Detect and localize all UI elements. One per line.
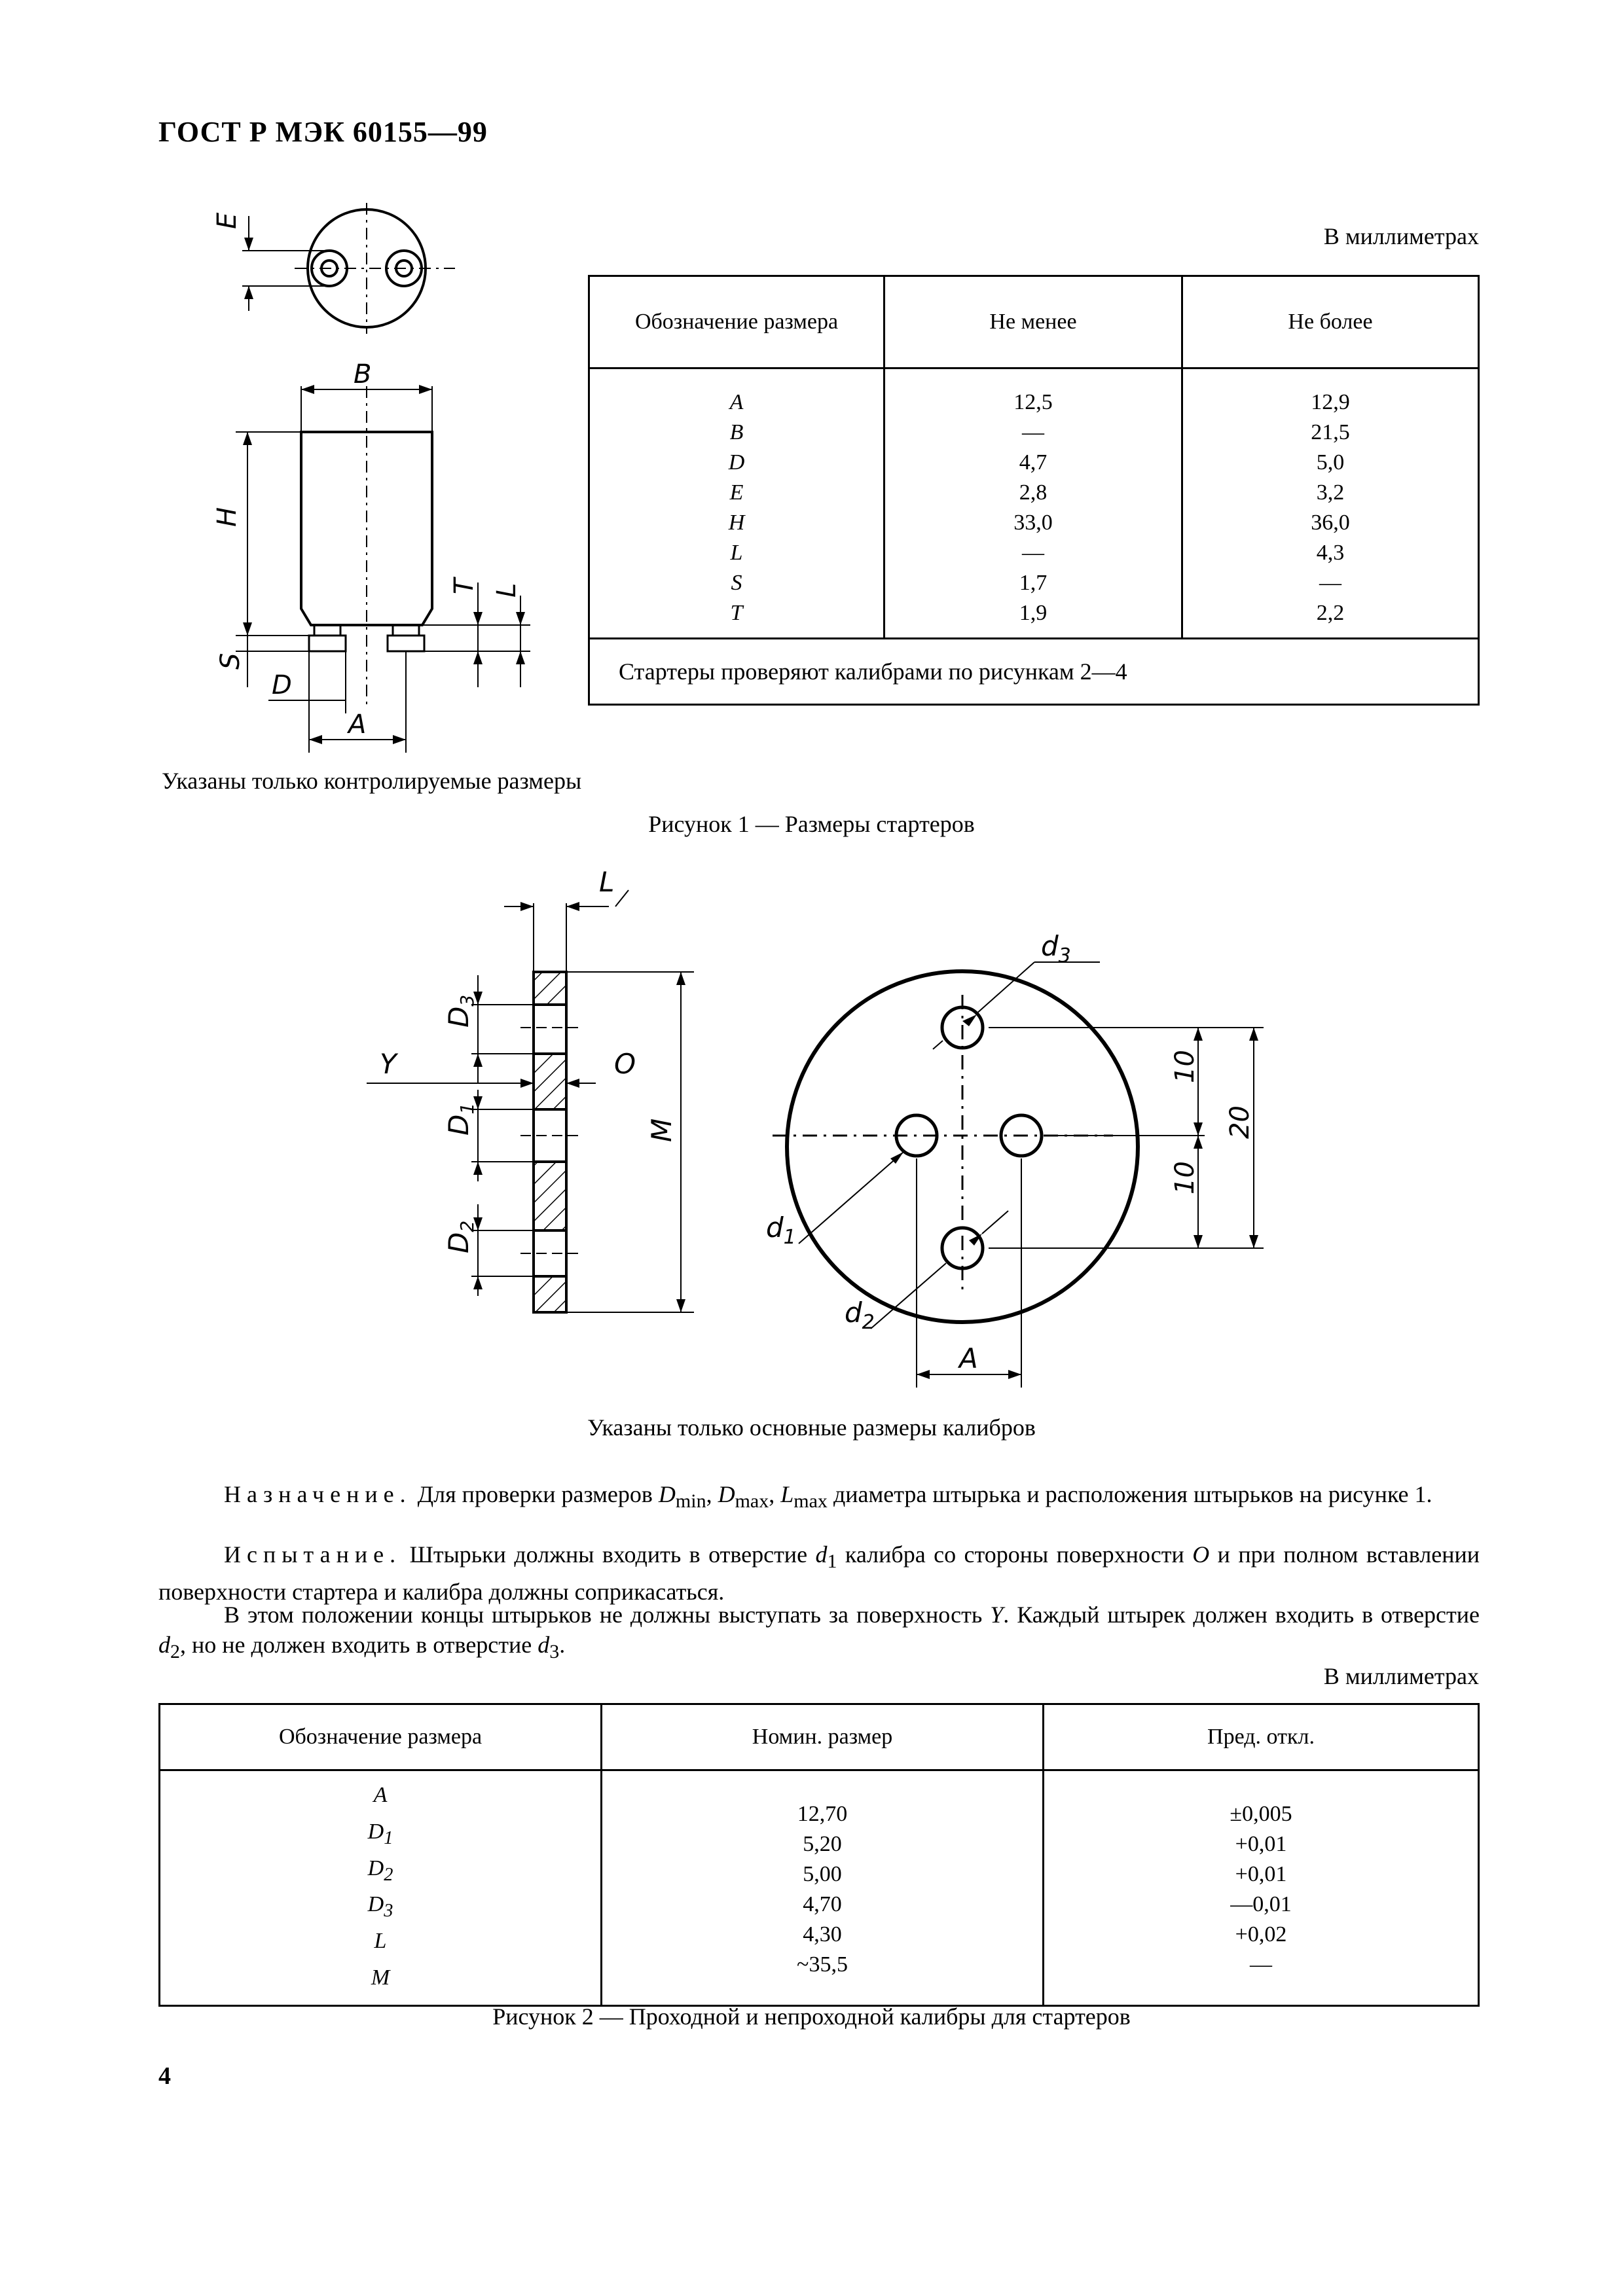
subscript: min: [675, 1490, 706, 1513]
table-cell: 36,0: [1311, 511, 1350, 535]
paragraph-purpose: [158, 1479, 1480, 1516]
table-cell: $D_3$: [367, 1892, 393, 1922]
nominal-column: [602, 1770, 1044, 2006]
table-cell: M: [371, 1965, 390, 1990]
variable: d: [815, 1541, 828, 1568]
document-header: ГОСТ Р МЭК 60155—99: [158, 116, 488, 148]
units-note-1: В миллиметрах: [1323, 223, 1479, 249]
figure2-caption: Рисунок 2 — Проходной и непроходной калибры для стартеров: [492, 2003, 1131, 2030]
table-cell: $D_1$: [367, 1819, 393, 1848]
label-A: A: [348, 709, 367, 740]
subscript: 2: [170, 1641, 180, 1663]
text-run: ,: [769, 1481, 781, 1507]
column-header: Не менее: [884, 276, 1182, 368]
label-L: L: [599, 866, 615, 898]
label-D2: D2: [443, 1220, 478, 1253]
text-run: диаметра штырька и расположения штырьков на рисунке 1.: [827, 1481, 1432, 1507]
dim-10-lower: 10: [1170, 1161, 1200, 1194]
table-cell: H: [728, 511, 745, 535]
table-cell: 4,30: [803, 1922, 842, 1947]
label-M: M: [646, 1118, 678, 1142]
table-cell: E: [729, 480, 744, 505]
starter-dimensions-table: [588, 275, 1480, 706]
label-Y: Y: [380, 1048, 397, 1080]
table-cell: 33,0: [1013, 511, 1053, 535]
label-d2: $d_2$: [845, 1297, 875, 1334]
label-D1: D1: [443, 1102, 478, 1136]
text-run: Штырьки должны входить в отверстие: [401, 1541, 816, 1568]
label-d3: $d_3$: [1041, 930, 1071, 967]
table-cell: 4,7: [1019, 450, 1048, 475]
table-cell: S: [731, 571, 742, 595]
table-cell: $D_2$: [367, 1856, 393, 1885]
table-cell: +0,01: [1235, 1862, 1287, 1887]
variable: d: [158, 1632, 170, 1658]
figure2-remark: Указаны только основные размеры калибров: [587, 1414, 1036, 1441]
table-cell: D: [728, 450, 745, 475]
text-run: В этом положении концы штырьков не должны выступать за поверхность: [224, 1602, 991, 1628]
table-cell: 12,70: [797, 1802, 848, 1827]
column-header: Обозначение размера: [160, 1704, 602, 1770]
table-cell: —: [1319, 571, 1341, 595]
table-cell: 5,0: [1316, 450, 1345, 475]
label-H: H: [212, 507, 242, 527]
text-run: и при полном вставлении поверхности стартера и калибра должны соприкасаться.: [158, 1541, 1480, 1605]
table-cell: +0,02: [1235, 1922, 1287, 1947]
table-cell: —: [1022, 420, 1044, 444]
table-cell: 3,2: [1316, 480, 1345, 505]
table-cell: 12,5: [1013, 390, 1053, 414]
gauge-face-drawing: [746, 903, 1283, 1401]
dim-10-upper: 10: [1170, 1050, 1200, 1083]
table-cell: 1,7: [1019, 571, 1048, 595]
label-E: E: [212, 212, 242, 229]
label-D3: D3: [443, 994, 478, 1028]
column-header: Пред. откл.: [1044, 1704, 1479, 1770]
label-D: D: [272, 670, 292, 700]
table-cell: 5,20: [803, 1832, 842, 1857]
table-note: Стартеры проверяют калибрами по рисункам 2—4: [589, 639, 1479, 705]
table-cell: 1,9: [1019, 601, 1048, 625]
names-column: [589, 368, 884, 639]
figure1-remark: Указаны только контролируемые размеры: [162, 768, 582, 794]
label-A: A: [959, 1342, 978, 1374]
label-S: S: [215, 653, 246, 670]
page-number: 4: [158, 2062, 171, 2090]
figure1-caption: Рисунок 1 — Размеры стартеров: [648, 811, 975, 837]
table-cell: 2,2: [1316, 601, 1345, 625]
text-run: калибра со стороны поверхности: [837, 1541, 1193, 1568]
text-run: Для проверки размеров: [411, 1481, 659, 1507]
table-cell: —: [1022, 541, 1044, 565]
gauge-dimensions-table: [158, 1703, 1480, 2007]
names-column: [160, 1770, 602, 2006]
text-run: . Каждый штырек должен входить в отверстие: [1003, 1602, 1480, 1628]
column-header: Номин. размер: [602, 1704, 1044, 1770]
label-B: B: [354, 359, 372, 389]
test-lead: Испытание.: [224, 1541, 402, 1568]
table-cell: —: [1250, 1952, 1272, 1977]
variable: O: [1192, 1541, 1210, 1568]
subscript: 3: [549, 1641, 560, 1663]
table-cell: ±0,005: [1230, 1802, 1292, 1827]
table-cell: 12,9: [1311, 390, 1350, 414]
text-run: , но не должен входить в отверстие: [180, 1632, 538, 1658]
text-run: .: [559, 1632, 566, 1658]
paragraph-test: [158, 1539, 1480, 1607]
table-cell: L: [730, 541, 743, 565]
label-d1: $d_1$: [766, 1211, 796, 1249]
table-cell: 2,8: [1019, 480, 1048, 505]
subscript: 1: [827, 1551, 837, 1573]
paragraph-position: [158, 1600, 1480, 1667]
max-column: [1182, 368, 1479, 639]
dim-20: 20: [1225, 1105, 1255, 1139]
table-cell: A: [373, 1783, 388, 1807]
table-cell: 5,00: [803, 1862, 842, 1887]
table-cell: 4,70: [803, 1892, 842, 1917]
table-cell: T: [730, 601, 743, 625]
text-run: ,: [706, 1481, 718, 1507]
variable: d: [538, 1632, 550, 1658]
label-L: L: [492, 583, 522, 598]
table-cell: 21,5: [1311, 420, 1350, 444]
units-note-2: В миллиметрах: [1323, 1663, 1479, 1689]
column-header: Обозначение размера: [589, 276, 884, 368]
starter-dimension-drawing: [196, 190, 563, 766]
variable: D: [718, 1481, 735, 1507]
tolerance-column: [1044, 1770, 1479, 2006]
table-cell: ~35,5: [797, 1952, 848, 1977]
variable: D: [658, 1481, 676, 1507]
table-cell: A: [729, 390, 744, 414]
purpose-lead: Назначение.: [224, 1481, 412, 1507]
label-O: O: [614, 1048, 636, 1080]
gauge-section-drawing: [354, 864, 773, 1322]
table-cell: +0,01: [1235, 1832, 1287, 1857]
subscript: max: [735, 1490, 769, 1513]
label-T: T: [449, 578, 479, 594]
variable: Y: [990, 1602, 1004, 1628]
table-cell: B: [729, 420, 744, 444]
subscript: max: [793, 1490, 828, 1513]
table-cell: —0,01: [1230, 1892, 1292, 1917]
min-column: [884, 368, 1182, 639]
column-header: Не более: [1182, 276, 1479, 368]
table-cell: 4,3: [1316, 541, 1345, 565]
table-cell: L: [374, 1929, 387, 1954]
variable: L: [780, 1481, 794, 1507]
